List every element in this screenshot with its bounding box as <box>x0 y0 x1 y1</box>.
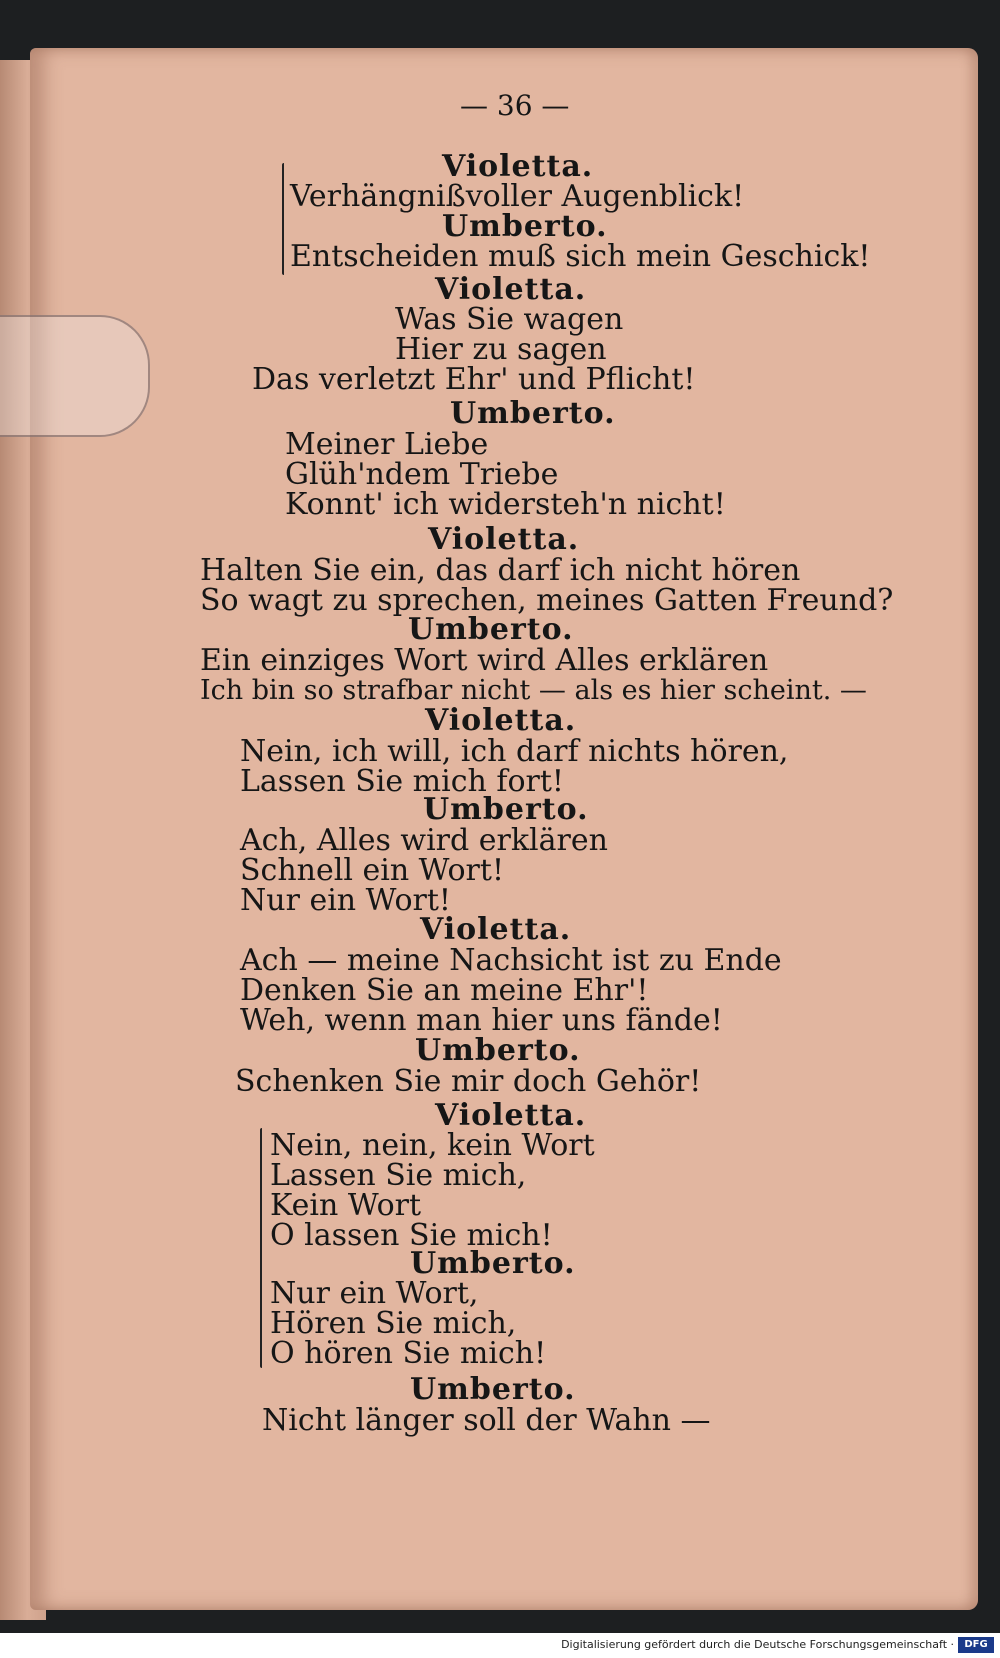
speaker-label: Violetta. <box>428 522 580 557</box>
book-page <box>30 48 978 1610</box>
speaker-label: Umberto. <box>410 1246 576 1281</box>
verse-line: Konnt' ich widersteh'n nicht! <box>285 487 726 522</box>
footer-credit: Digitalisierung gefördert durch die Deutsche Forschungsgemeinschaft · <box>561 1638 954 1651</box>
verse-line: Ein einziges Wort wird Alles erklären <box>200 643 769 678</box>
verse-line: Hören Sie mich, <box>270 1306 517 1341</box>
verse-line: O lassen Sie mich! <box>270 1218 553 1253</box>
verse-line: Weh, wenn man hier uns fände! <box>240 1003 723 1038</box>
verse-line: Glüh'ndem Triebe <box>285 457 559 492</box>
bookmark-clip <box>0 315 150 437</box>
speaker-label: Umberto. <box>423 792 589 827</box>
verse-line: Nur ein Wort! <box>240 883 451 918</box>
verse-line: Denken Sie an meine Ehr'! <box>240 973 649 1008</box>
verse-line: O hören Sie mich! <box>270 1336 547 1371</box>
verse-line: Hier zu sagen <box>395 332 607 367</box>
verse-line: Lassen Sie mich fort! <box>240 764 564 799</box>
speaker-label: Umberto. <box>415 1033 581 1068</box>
verse-line: Kein Wort <box>270 1188 422 1223</box>
page-number: — 36 — <box>460 89 570 122</box>
verse-line: Das verletzt Ehr' und Pflicht! <box>252 362 696 397</box>
speaker-label: Umberto. <box>450 396 616 431</box>
speaker-label: Violetta. <box>425 703 577 738</box>
speaker-label: Violetta. <box>420 912 572 947</box>
verse-line: Ich bin so strafbar nicht — als es hier scheint. — <box>200 675 867 706</box>
speaker-label: Umberto. <box>410 1372 576 1407</box>
verse-line: Nein, ich will, ich darf nichts hören, <box>240 734 789 769</box>
digitization-footer <box>0 1633 1000 1658</box>
verse-line: Was Sie wagen <box>395 302 624 337</box>
speaker-label: Umberto. <box>408 612 574 647</box>
verse-line: Halten Sie ein, das darf ich nicht hören <box>200 553 801 588</box>
verse-line: Meiner Liebe <box>285 427 489 462</box>
speaker-label: Violetta. <box>435 272 587 307</box>
verse-line: Schnell ein Wort! <box>240 853 504 888</box>
verse-line: Ach, Alles wird erklären <box>240 823 608 858</box>
dfg-logo: DFG <box>958 1637 994 1653</box>
verse-line: Nein, nein, kein Wort <box>270 1128 595 1163</box>
verse-line: Ach — meine Nachsicht ist zu Ende <box>240 943 782 978</box>
verse-line: So wagt zu sprechen, meines Gatten Freund? <box>200 583 894 618</box>
verse-line: Lassen Sie mich, <box>270 1158 527 1193</box>
verse-line: Nicht länger soll der Wahn — <box>262 1403 711 1438</box>
duet-brace <box>260 1128 262 1368</box>
speaker-label: Violetta. <box>435 1098 587 1133</box>
verse-line: Nur ein Wort, <box>270 1276 479 1311</box>
verse-line: Entscheiden muß sich mein Geschick! <box>290 239 871 274</box>
speaker-label: Umberto. <box>442 209 608 244</box>
duet-brace <box>282 163 284 275</box>
speaker-label: Violetta. <box>442 149 594 184</box>
verse-line: Verhängnißvoller Augenblick! <box>290 179 745 214</box>
verse-line: Schenken Sie mir doch Gehör! <box>235 1064 702 1099</box>
